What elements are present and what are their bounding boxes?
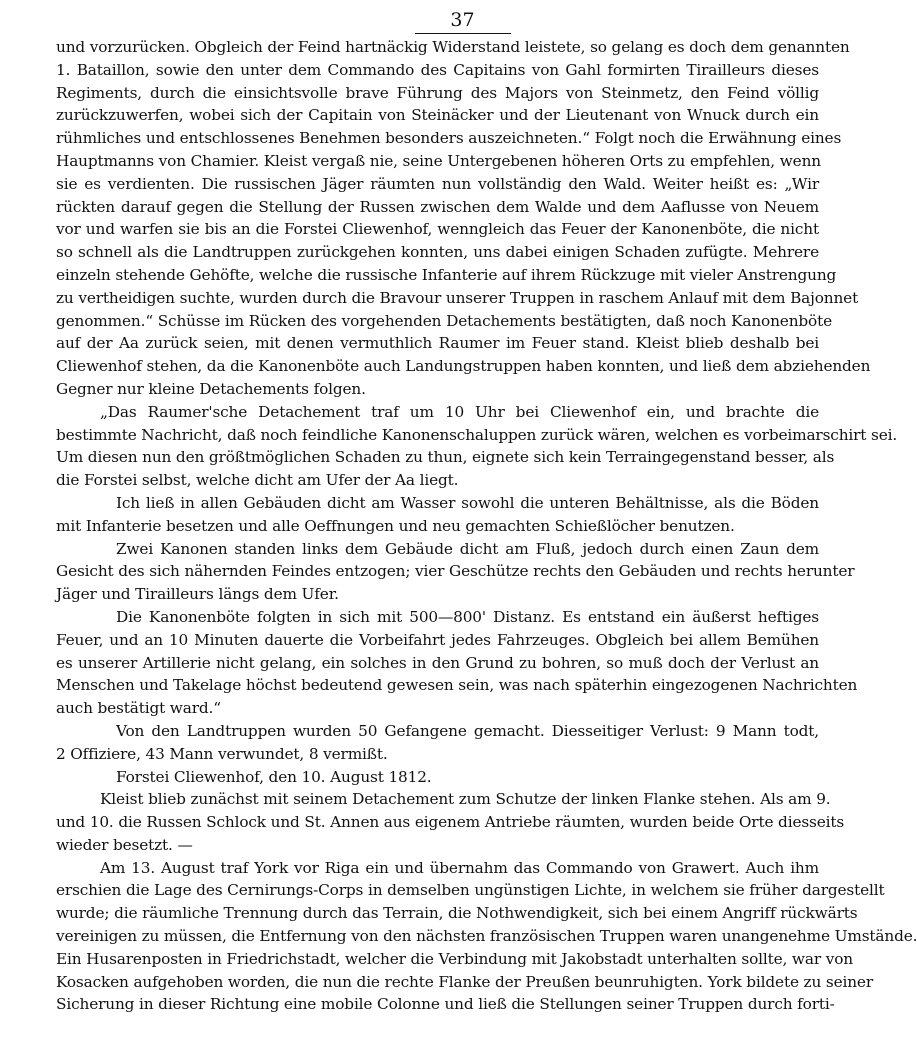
text-line: Ein Husarenposten in Friedrichstadt, welcher die Verbindung mit Jakobstadt unterhalten sollte, war von [56, 949, 853, 968]
text-line: vereinigen zu müssen, die Entfernung von den nächsten französischen Truppen waren unangenehme Umstände. [56, 927, 917, 946]
text-line: Gegner nur kleine Detachements folgen. [56, 379, 366, 398]
header-rule [415, 33, 511, 34]
text-line: Feuer, und an 10 Minuten dauerte die Vorbeifahrt jedes Fahrzeuges. Obgleich bei allem Bemühen [56, 630, 819, 649]
text-line: Um diesen nun den größtmöglichen Schaden zu thun, eignete sich kein Terraingegenstand besser, als [56, 448, 835, 467]
text-line: genommen.“ Schüsse im Rücken des vorgehenden Detachements bestätigten, daß noch Kanonenböte [56, 311, 832, 330]
text-line: so schnell als die Landtruppen zurückgehen konnten, uns dabei einigen Schaden zufügte. Mehrere [56, 243, 819, 262]
text-line: mit Infanterie besetzen und alle Oeffnungen und neu gemachten Schießlöcher benutzen. [56, 516, 735, 535]
text-line: wieder besetzt. — [56, 835, 193, 854]
text-line: Kleist blieb zunächst mit seinem Detachement zum Schutze der linken Flanke stehen. Als am 9. [100, 790, 831, 809]
text-line: rühmliches und entschlossenes Benehmen besonders auszeichneten.“ Folgt noch die Erwähnung eines [56, 129, 842, 148]
text-line: Cliewenhof stehen, da die Kanonenböte auch Landungstruppen haben konnten, und ließ dem abziehenden [56, 357, 871, 376]
text-line: 2 Offiziere, 43 Mann verwundet, 8 vermißt. [56, 744, 388, 763]
text-line: 1. Bataillon, sowie den unter dem Commando des Capitains von Gahl formirten Tirailleurs dieses [56, 60, 819, 79]
text-line: Ich ließ in allen Gebäuden dicht am Wasser sowohl die unteren Behältnisse, als die Böden [116, 493, 819, 512]
text-line: Zwei Kanonen standen links dem Gebäude dicht am Fluß, jedoch durch einen Zaun dem [116, 539, 819, 558]
text-line: Von den Landtruppen wurden 50 Gefangene gemacht. Diesseitiger Verlust: 9 Mann todt, [116, 721, 819, 740]
text-line: die Forstei selbst, welche dicht am Ufer der Aa liegt. [56, 471, 459, 490]
text-line: zurückzuwerfen, wobei sich der Capitain von Steinäcker und der Lieutenant von Wnuck durch ein [56, 106, 819, 125]
page-header [56, 0, 819, 34]
text-line: bestimmte Nachricht, daß noch feindliche Kanonenschaluppen zurück wären, welchen es vorbeimarschirt sei. [56, 425, 898, 444]
text-line: Jäger und Tirailleurs längs dem Ufer. [56, 585, 339, 604]
text-line: es unserer Artillerie nicht gelang, ein solches in den Grund zu bohren, so muß doch der Verlust an [56, 653, 819, 672]
text-line: und 10. die Russen Schlock und St. Annen aus eigenem Antriebe räumten, wurden beide Orte diesseits [56, 813, 845, 832]
text-line: Forstei Cliewenhof, den 10. August 1812. [116, 767, 432, 786]
text-line: Gesicht des sich nähernden Feindes entzogen; vier Geschütze rechts den Gebäuden und rechts herunter [56, 562, 855, 581]
text-line: und vorzurücken. Obgleich der Feind hartnäckig Widerstand leistete, so gelang es doch dem genannten [56, 38, 850, 56]
text-line: rückten darauf gegen die Stellung der Russen zwischen dem Walde und dem Aaflusse von Neuem [56, 197, 819, 216]
body-text [56, 36, 917, 1016]
text-line: einzeln stehende Gehöfte, welche die russische Infanterie auf ihrem Rückzuge mit vieler Anstrengung [56, 265, 837, 284]
text-line: sie es verdienten. Die russischen Jäger räumten nun vollständig den Wald. Weiter heißt es: „Wir [56, 174, 819, 193]
text-line: Die Kanonenböte folgten in sich mit 500—800' Distanz. Es entstand ein äußerst heftiges [116, 607, 819, 626]
text-line: Menschen und Takelage höchst bedeutend gewesen sein, was nach späterhin eingezogenen Nachrichten [56, 676, 858, 695]
text-line: erschien die Lage des Cernirungs-Corps in demselben ungünstigen Lichte, in welchem sie früher dargestellt [56, 881, 885, 900]
text-line: Sicherung in dieser Richtung eine mobile Colonne und ließ die Stellungen seiner Truppen durch forti- [56, 995, 835, 1014]
text-line: Am 13. August traf York vor Riga ein und übernahm das Commando von Grawert. Auch ihm [100, 858, 819, 877]
text-line: zu vertheidigen suchte, wurden durch die Bravour unserer Truppen in raschem Anlauf mit dem Bajonnet [56, 288, 859, 307]
text-line: wurde; die räumliche Trennung durch das Terrain, die Nothwendigkeit, sich bei einem Angriff rückwärts [56, 904, 858, 923]
text-line: „Das Raumer'sche Detachement traf um 10 Uhr bei Cliewenhof ein, und brachte die [100, 402, 819, 421]
text-line: Regiments, durch die einsichtsvolle brave Führung des Majors von Steinmetz, den Feind völlig [56, 83, 819, 102]
page-number: 37 [450, 9, 475, 31]
text-line: auch bestätigt ward.“ [56, 699, 221, 718]
text-line: vor und warfen sie bis an die Forstei Cliewenhof, wenngleich das Feuer der Kanonenböte, die nicht [56, 220, 819, 239]
text-line: Kosacken aufgehoben worden, die nun die rechte Flanke der Preußen beunruhigten. York bildete zu seiner [56, 972, 873, 991]
text-line: Hauptmanns von Chamier. Kleist vergaß nie, seine Untergebenen höheren Orts zu empfehlen, wenn [56, 151, 821, 170]
text-line: auf der Aa zurück seien, mit denen vermuthlich Raumer im Feuer stand. Kleist blieb deshalb bei [56, 334, 819, 353]
